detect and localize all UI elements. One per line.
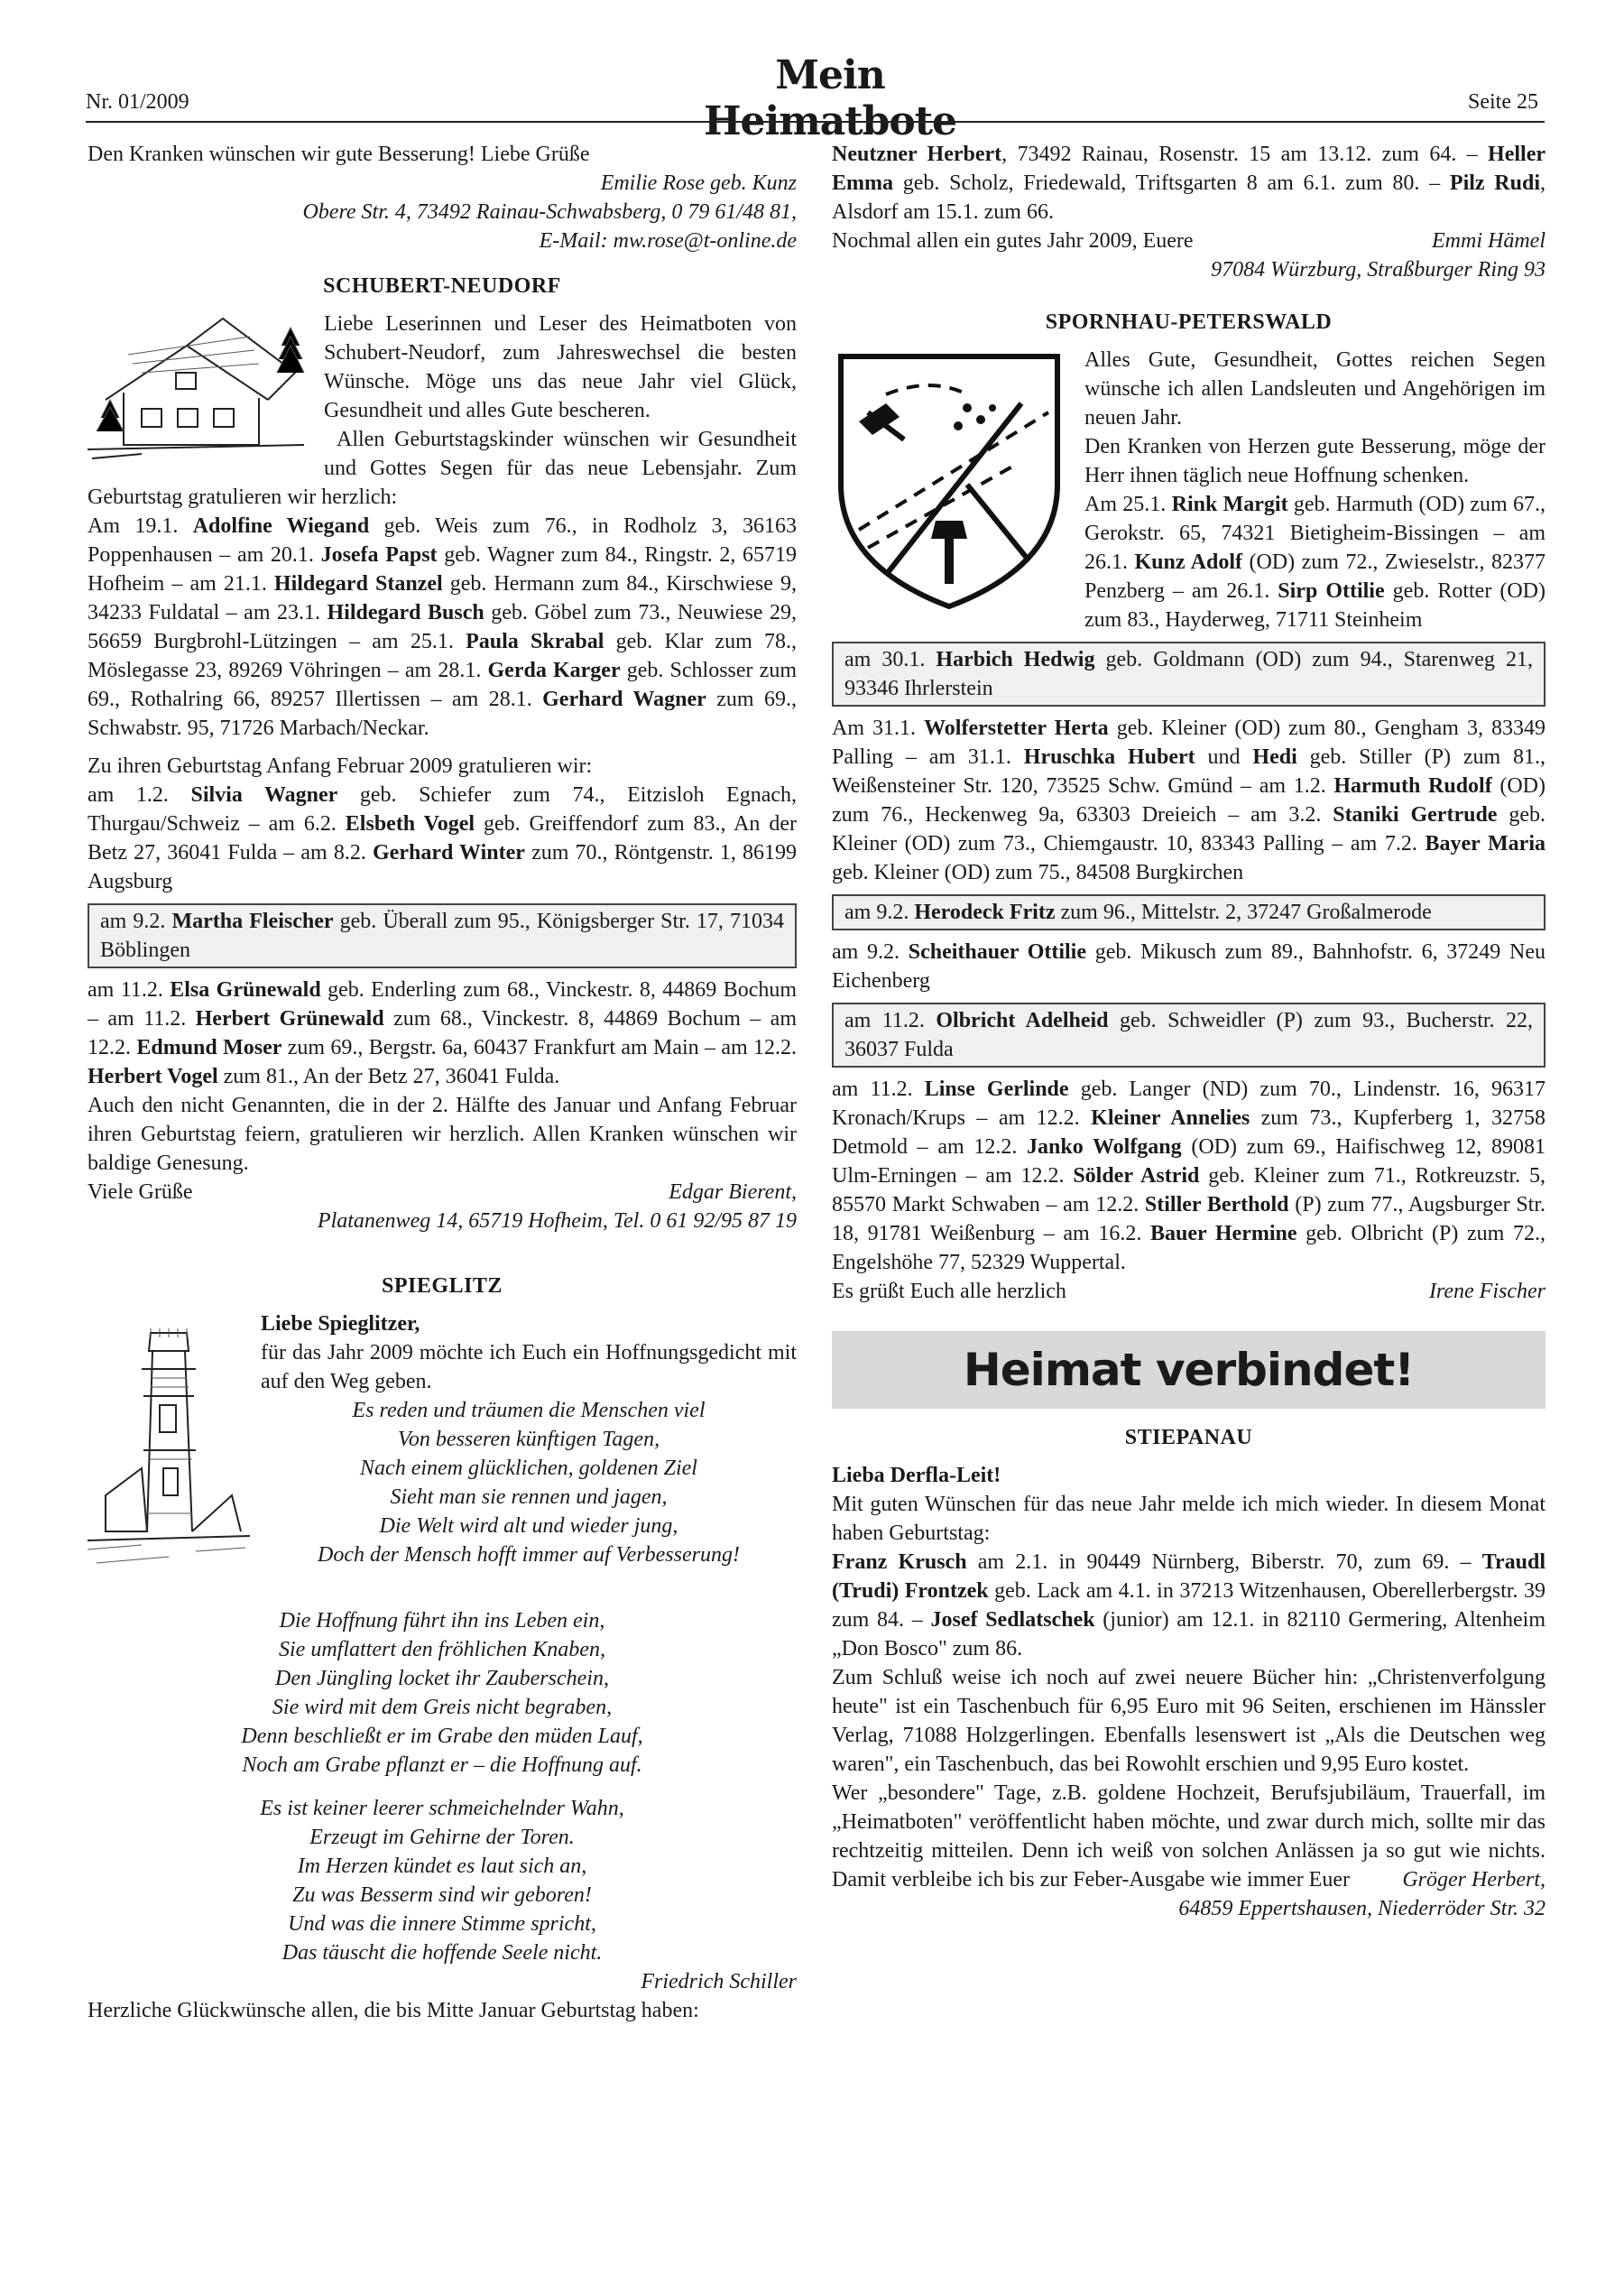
poem-author: Friedrich Schiller [641,1970,797,1993]
poem-stanza-3 [88,1794,797,1967]
spornhau-birthday-scheithauer: am 9.2. Scheithauer Ottilie geb. Mikusch zum 89., Bahnhofstr. 6, 37249 Neu Eichenberg [832,940,1546,993]
signature-address: Platanenweg 14, 65719 Hofheim, Tel. 0 61 92/95 87 19 [317,1209,797,1233]
schubert-signature-line [88,1178,797,1207]
signature-name: Gröger Herbert, [1402,1868,1546,1892]
signature-address: 97084 Würzburg, Straßburger Ring 93 [1211,258,1546,282]
poem-line: Noch am Grabe pflanzt er – die Hoffnung auf. [242,1753,642,1777]
header-rule [86,121,1545,123]
poem-line: Von besseren künftigen Tagen, [397,1428,660,1451]
poem-line: Zu was Besserm sind wir geboren! [292,1883,592,1907]
poem-line: Den Jüngling locket ihr Zauberschein, [275,1667,609,1690]
signature-name: Irene Fischer [1428,1280,1546,1303]
section-heading-schubert-neudorf: SCHUBERT-NEUDORF [323,274,561,298]
section-heading-stiepanau: STIEPANAU [1124,1426,1253,1449]
spornhau-birthdays-1: Am 25.1. Rink Margit geb. Harmuth (OD) zum 67., Gerokstr. 65, 74321 Bietigheim-Bissingen – am 26.1. Kunz Adolf (OD) zum 72., Zwieselstr., 82377 Penzberg – am 26.1. Sirp Ottilie geb. Rotter (OD) zum 83., Hayderweg, 71711 Steinheim [1084,493,1546,632]
schubert-birthdays-february-2: am 11.2. Elsa Grünewald geb. Enderling zum 68., Vinckestr. 8, 44869 Bochum – am 11.2. Herbert Grünewald zum 68., Vinckestr. 8, 44869 Bochum – am 12.2. Edmund Moser zum 69., Bergstr. 6a, 60437 Frankfurt am Main – am 12.2. Herbert Vogel zum 81., An der Betz 27, 36041 Fulda. [88,978,798,1088]
intro-signature-address: Obere Str. 4, 73492 Rainau-Schwabsberg, 0 79 61/48 81, [302,200,797,224]
spieglitz-salutation: Liebe Spieglitzer, [261,1312,420,1336]
stiepanau-birthdays: Franz Krusch am 2.1. in 90449 Nürnberg, Biberstr. 70, zum 69. – Traudl (Trudi) Frontzek geb. Lack am 4.1. in 37213 Witzenhausen, Oberellerbergstr. 39 zum 84. – Josef Sedlatschek (junior) am 12.1. in 82110 Germering, Altenheim „Don Bosco" zum 86. [832,1550,1546,1660]
signature-name: Edgar Bierent, [669,1180,797,1204]
house-illustration [88,310,313,471]
stiepanau-books-paragraph: Zum Schluß weise ich noch auf zwei neuere Bücher hin: „Christenverfolgung heute" ist ein Taschenbuch für 6,95 Euro mit 96 Seiten, erschienen im Hänssler Verlag, 71088 Holzgerlingen. Ebenfalls lesenswert ist „Als die Deutschen weg waren", ein Taschenbuch, das bei Rowohlt erschien und 9,95 Euro kostet. [832,1666,1546,1776]
stiepanau-intro: Mit guten Wünschen für das neue Jahr melde ich mich wieder. In diesem Monat haben Geburtstag: [832,1493,1546,1545]
continued-birthdays: Neutzner Herbert, 73492 Rainau, Rosenstr. 15 am 13.12. zum 64. – Heller Emma geb. Scholz, Friedewald, Triftsgarten 8 am 6.1. zum 80. – Pilz Rudi, Alsdorf am 15.1. zum 66. [832,143,1546,224]
spornhau-signature-line [832,1277,1546,1306]
intro-signature-email: E-Mail: mw.rose@t-online.de [539,229,797,253]
spieglitz-last-line: Herzliche Glückwünsche allen, die bis Mitte Januar Geburtstag haben: [88,1999,699,2022]
signature-address: 64859 Eppertshausen, Niederröder Str. 32 [1178,1897,1546,1920]
spornhau-birthdays-2: Am 31.1. Wolferstetter Herta geb. Kleiner (OD) zum 80., Gengham 3, 83349 Palling – am 31.1. Hruschka Hubert und Hedi geb. Stiller (P) zum 81., Weißensteiner Str. 120, 73525 Schw. Gmünd – am 1.2. Harmuth Rudolf (OD) zum 76., Heckenweg 9a, 63303 Dreieich – am 3.2. Staniki Gertrude geb. Kleiner (OD) zum 73., Chiemgaustr. 10, 83343 Palling – am 7.2. Bayer Maria geb. Kleiner (OD) zum 75., 84508 Burgkirchen [832,717,1546,884]
intro-text: Den Kranken wünschen wir gute Besserung! Liebe Grüße [88,143,590,166]
schubert-closing: Auch den nicht Genannten, die in der 2. Hälfte des Januar und Anfang Februar ihren Geburtstag feiern, gratulieren wir herzlich. Allen Kranken wünschen wir baldige Genesung. [88,1094,797,1175]
poem-line: Das täuscht die hoffende Seele nicht. [281,1941,603,1965]
poem-line: Denn beschließt er im Grabe den müden Lauf, [241,1725,643,1748]
poem-line: Sie umflattert den fröhlichen Knaben, [279,1638,605,1661]
highlight-box-olbricht: am 11.2. Olbricht Adelheid geb. Schweidler (P) zum 93., Bucherstr. 22, 36037 Fulda [832,1003,1546,1068]
poem-line: Es ist keiner leerer schmeichelnder Wahn, [260,1797,624,1820]
section-heading-spieglitz: SPIEGLITZ [382,1274,503,1298]
poem-line: Sie wird mit dem Greis nicht begraben, [272,1696,613,1719]
poem-line: Die Hoffnung führt ihn ins Leben ein, [279,1609,605,1633]
spornhau-paragraph-2: Den Kranken von Herzen gute Besserung, möge der Herr ihnen täglich neue Hoffnung schenken. [1084,435,1546,487]
spieglitz-intro: für das Jahr 2009 möchte ich Euch ein Hoffnungsgedicht mit auf den Weg geben. [261,1341,797,1393]
poem-line: Erzeugt im Gehirne der Toren. [309,1826,575,1849]
schubert-february-intro: Zu ihren Geburtstag Anfang Februar 2009 gratulieren wir: [88,754,593,778]
tower-illustration [88,1315,250,1603]
greeting: Viele Grüße [88,1180,193,1204]
stiepanau-days-paragraph: Wer „besondere" Tage, z.B. goldene Hochzeit, Berufsjubiläum, Trauerfall, im „Heimatboten" veröffentlicht haben möchte, und zwar durch mich, sollte mir das rechtzeitig mitteilen. Denn ich weiß von solchen Anlässen ja so gut wie nichts. Damit verbleibe ich bis zur Feber-Ausgabe wie immer Euer Gröger Herbert, [832,1779,1546,1894]
closing-text: Nochmal allen ein gutes Jahr 2009, Euere [832,229,1194,253]
spornhau-birthdays-3: am 11.2. Linse Gerlinde geb. Langer (ND) zum 70., Lindenstr. 16, 96317 Kronach/Krups – am 12.2. Kleiner Annelies zum 73., Kupferberg 1, 32758 Detmold – am 12.2. Janko Wolfgang (OD) zum 69., Haifischweg 12, 89081 Ulm-Erningen – am 12.2. Sölder Astrid geb. Kleiner zum 71., Rotkreuzstr. 5, 85570 Markt Schwaben – am 12.2. Stiller Berthold (P) zum 77., Augsburger Str. 18, 91781 Weißenburg – am 16.2. Bauer Hermine geb. Olbricht (P) zum 72., Engelshöhe 77, 52329 Wuppertal. [832,1078,1546,1274]
poem-line: Doch der Mensch hofft immer auf Verbesserung! [318,1543,740,1567]
issue-number: Nr. 01/2009 [86,90,189,114]
signature-name: Emmi Hämel [1432,229,1546,253]
schubert-paragraph-2: Allen Geburtstagskinder wünschen wir Gesundheit und Gottes Segen für das neue Lebensjahr. Zum Geburtstag gratulieren wir herzlich: [88,428,797,509]
poem-line: Im Herzen kündet es laut sich an, [297,1855,587,1878]
schubert-birthdays-february: am 1.2. Silvia Wagner geb. Schiefer zum 74., Eitzisloh Egnach, Thurgau/Schweiz – am 6.2. Elsbeth Vogel geb. Greiffendorf zum 83., An der Betz 27, 36041 Fulda – am 8.2. Gerhard Winter zum 70., Röntgenstr. 1, 86199 Augsburg [88,783,798,893]
highlight-box-fleischer: am 9.2. Martha Fleischer geb. Überall zum 95., Königsberger Str. 17, 71034 Böblingen [88,903,797,968]
continued-signature-line [832,227,1546,255]
left-column [88,140,797,2025]
coat-of-arms-emblem [832,349,1066,619]
heimat-verbindet-banner: Heimat verbindet! [832,1331,1546,1409]
section-heading-spornhau-peterswald: SPORNHAU-PETERSWALD [1045,310,1333,334]
intro-signature-name: Emilie Rose geb. Kunz [600,171,797,195]
masthead-logo: Mein Heimatbote [703,52,957,144]
highlight-box-herodeck: am 9.2. Herodeck Fritz zum 96., Mittelstr. 2, 37247 Großalmerode [832,894,1546,930]
right-column [832,140,1546,1923]
poem-line: Sieht man sie rennen und jagen, [390,1485,668,1509]
page-number: Seite 25 [1468,90,1538,114]
schubert-paragraph-1: Liebe Leserinnen und Leser des Heimatboten von Schubert-Neudorf, zum Jahreswechsel die besten Wünsche. Möge uns das neue Jahr viel Glück, Gesundheit und alles Gute bescheren. [324,312,797,422]
stiepanau-salutation: Lieba Derfla-Leit! [832,1464,1001,1487]
closing-text: Es grüßt Euch alle herzlich [832,1280,1066,1303]
highlight-box-harbich: am 30.1. Harbich Hedwig geb. Goldmann (OD) zum 94., Starenweg 21, 93346 Ihrlerstein [832,642,1546,707]
schubert-birthdays-january: Am 19.1. Adolfine Wiegand geb. Weis zum 76., in Rodholz 3, 36163 Poppenhausen – am 20.1. Josefa Papst geb. Wagner zum 84., Ringstr. 2, 65719 Hofheim – am 21.1. Hildegard Stanzel geb. Hermann zum 84., Kirschwiese 9, 34233 Fuldatal – am 23.1. Hildegard Busch geb. Göbel zum 73., Neuwiese 29, 56659 Burgbrohl-Lützingen – am 25.1. Paula Skrabal geb. Klar zum 78., Möslegasse 23, 89269 Vöhringen – am 28.1. Gerda Karger geb. Schlosser zum 69., Rothalring 66, 89257 Illertissen – am 28.1. Gerhard Wagner zum 69., Schwabstr. 95, 71726 Marbach/Neckar. [88,514,798,740]
poem-line: Die Welt wird alt und wieder jung, [379,1514,678,1538]
poem-stanza-2 [88,1606,797,1780]
poem-line: Es reden und träumen die Menschen viel [352,1399,706,1422]
poem-line: Und was die innere Stimme spricht, [288,1912,596,1936]
poem-line: Nach einem glücklichen, goldenen Ziel [360,1457,697,1480]
spornhau-paragraph-1: Alles Gute, Gesundheit, Gottes reichen Segen wünsche ich allen Landsleuten und Angehörigen im neuen Jahr. [1084,348,1546,430]
